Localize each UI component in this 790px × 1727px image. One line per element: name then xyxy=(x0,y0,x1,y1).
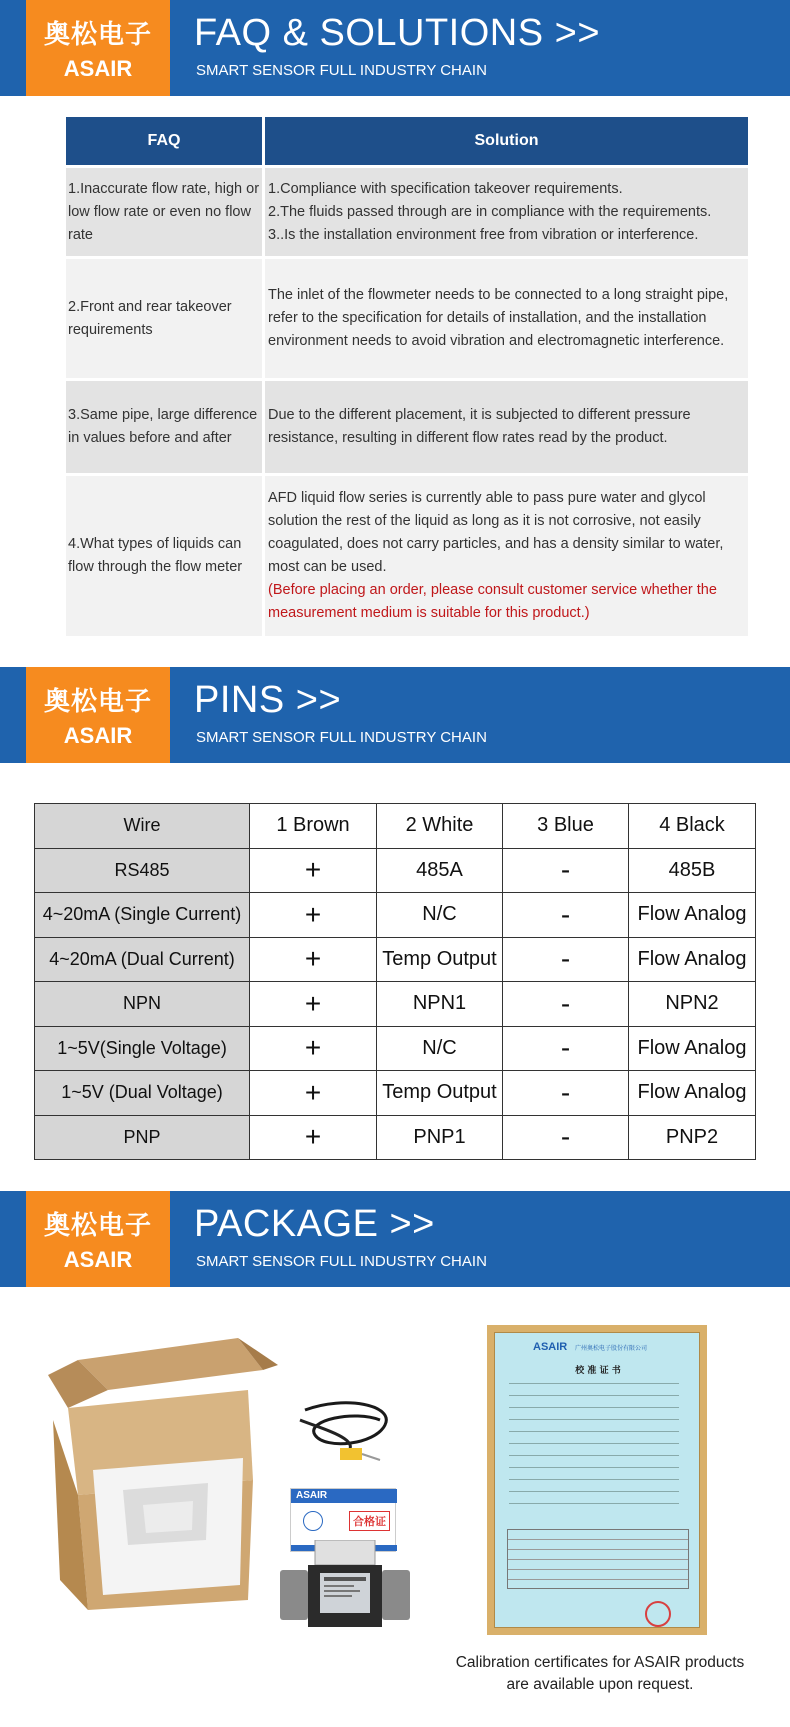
section-title: FAQ & SOLUTIONS >> xyxy=(194,12,601,54)
pins-row xyxy=(35,848,756,893)
card-label-text: 合格证 xyxy=(349,1511,390,1531)
section-subtitle: SMART SENSOR FULL INDUSTRY CHAIN xyxy=(196,729,487,746)
pins-cell: N/C xyxy=(377,1026,503,1071)
faq-answer xyxy=(265,168,748,256)
faq-answer xyxy=(265,476,748,636)
faq-answer-line: 2.The fluids passed through are in compliance with the requirements. xyxy=(268,203,712,220)
logo-en-text: ASAIR xyxy=(63,1247,133,1272)
pins-cell: NPN xyxy=(35,982,250,1027)
pins-cell: NPN1 xyxy=(377,982,503,1027)
pins-row xyxy=(35,1071,756,1116)
pins-cell: 4~20mA (Dual Current) xyxy=(35,937,250,982)
pins-cell: + xyxy=(250,893,377,938)
logo-cn-text: 奥松电子 xyxy=(43,687,152,717)
faq-question: 4.What types of liquids can flow through the flow meter xyxy=(66,476,262,636)
asair-logo xyxy=(26,1191,170,1287)
faq-header-q: FAQ xyxy=(66,117,262,165)
pins-table xyxy=(34,803,756,1160)
pins-cell: + xyxy=(250,1071,377,1116)
packaging-box-image xyxy=(48,1330,278,1610)
package-banner xyxy=(0,1191,790,1287)
pins-cell: - xyxy=(503,1115,629,1160)
pins-cell: Flow Analog xyxy=(629,893,756,938)
faq-question: 1.Inaccurate flow rate, high or low flow rate or even no flow rate xyxy=(66,168,262,256)
pins-header-cell: 2 White xyxy=(377,804,503,849)
pins-cell: + xyxy=(250,848,377,893)
card-brand-text: ASAIR xyxy=(296,1490,328,1501)
faq-answer: Due to the different placement, it is subjected to different pressure resistance, resulting in different flow rates read by the product. xyxy=(265,381,748,473)
faq-row xyxy=(66,381,748,473)
pins-cell: + xyxy=(250,982,377,1027)
faq-answer-line: 3..Is the installation environment free from vibration or interference. xyxy=(268,226,699,243)
cert-brand-text: ASAIR xyxy=(533,1341,568,1353)
pins-cell: - xyxy=(503,982,629,1027)
pins-header-cell: 1 Brown xyxy=(250,804,377,849)
cert-company-text: 广州奥松电子股份有限公司 xyxy=(575,1345,648,1352)
pins-cell: + xyxy=(250,937,377,982)
logo-en-text: ASAIR xyxy=(63,56,133,81)
pins-cell: NPN2 xyxy=(629,982,756,1027)
package-caption-line1: Calibration certificates for ASAIR products xyxy=(455,1654,745,1671)
pins-cell: 1~5V (Dual Voltage) xyxy=(35,1071,250,1116)
pins-cell: RS485 xyxy=(35,848,250,893)
faq-answer: The inlet of the flowmeter needs to be connected to a long straight pipe, refer to the specification for details of installation, and the installation environment needs to avoid vibration and electromagnetic interference. xyxy=(265,259,748,378)
pins-cell: - xyxy=(503,1071,629,1116)
pins-cell: PNP1 xyxy=(377,1115,503,1160)
faq-row xyxy=(66,259,748,378)
pins-cell: 1~5V(Single Voltage) xyxy=(35,1026,250,1071)
pins-cell: Flow Analog xyxy=(629,1071,756,1116)
pins-cell: Flow Analog xyxy=(629,937,756,982)
cable-image xyxy=(285,1390,405,1475)
pins-cell: - xyxy=(503,893,629,938)
pins-header-cell: 4 Black xyxy=(629,804,756,849)
pins-cell: - xyxy=(503,1026,629,1071)
pins-row xyxy=(35,1115,756,1160)
pins-cell: Temp Output xyxy=(377,1071,503,1116)
faq-banner xyxy=(0,0,790,96)
section-title: PINS >> xyxy=(194,679,342,721)
asair-logo xyxy=(26,667,170,763)
cert-title-text: 校 准 证 书 xyxy=(575,1366,621,1376)
pins-cell: 485A xyxy=(377,848,503,893)
faq-row xyxy=(66,476,748,636)
pins-cell: + xyxy=(250,1026,377,1071)
section-subtitle: SMART SENSOR FULL INDUSTRY CHAIN xyxy=(196,1253,487,1270)
faq-row xyxy=(66,168,748,256)
section-title: PACKAGE >> xyxy=(194,1203,435,1245)
pins-cell: PNP2 xyxy=(629,1115,756,1160)
package-caption-line2: are available upon request. xyxy=(506,1676,694,1693)
faq-answer-line: 1.Compliance with specification takeover requirements. xyxy=(268,180,623,197)
pins-cell: Flow Analog xyxy=(629,1026,756,1071)
faq-header-a: Solution xyxy=(265,117,748,165)
faq-question: 2.Front and rear takeover requirements xyxy=(66,259,262,378)
pins-row xyxy=(35,893,756,938)
logo-cn-text: 奥松电子 xyxy=(43,1211,152,1241)
pins-cell: - xyxy=(503,937,629,982)
pins-header-row xyxy=(35,804,756,849)
faq-answer-note: (Before placing an order, please consult customer service whether the measurement medium is suitable for this product.) xyxy=(268,582,717,621)
logo-cn-text: 奥松电子 xyxy=(43,20,152,50)
pins-cell: 485B xyxy=(629,848,756,893)
faq-question: 3.Same pipe, large difference in values before and after xyxy=(66,381,262,473)
pins-row xyxy=(35,937,756,982)
pins-row xyxy=(35,1026,756,1071)
flowmeter-image xyxy=(280,1540,410,1630)
calibration-certificate-image xyxy=(487,1325,707,1635)
pins-header-cell: Wire xyxy=(35,804,250,849)
faq-table-header xyxy=(66,117,748,165)
pins-cell: PNP xyxy=(35,1115,250,1160)
pins-cell: N/C xyxy=(377,893,503,938)
pins-header-cell: 3 Blue xyxy=(503,804,629,849)
asair-logo xyxy=(26,0,170,96)
pins-cell: - xyxy=(503,848,629,893)
pins-row xyxy=(35,982,756,1027)
logo-en-text: ASAIR xyxy=(63,723,133,748)
pins-cell: + xyxy=(250,1115,377,1160)
pins-cell: 4~20mA (Single Current) xyxy=(35,893,250,938)
pins-banner xyxy=(0,667,790,763)
pins-cell: Temp Output xyxy=(377,937,503,982)
faq-answer-text: AFD liquid flow series is currently able to pass pure water and glycol solution the rest of the liquid as long as it is not corrosive, not easily coagulated, does not carry particles, and has a density similar to water, most can be used. xyxy=(268,490,724,575)
section-subtitle: SMART SENSOR FULL INDUSTRY CHAIN xyxy=(196,62,487,79)
